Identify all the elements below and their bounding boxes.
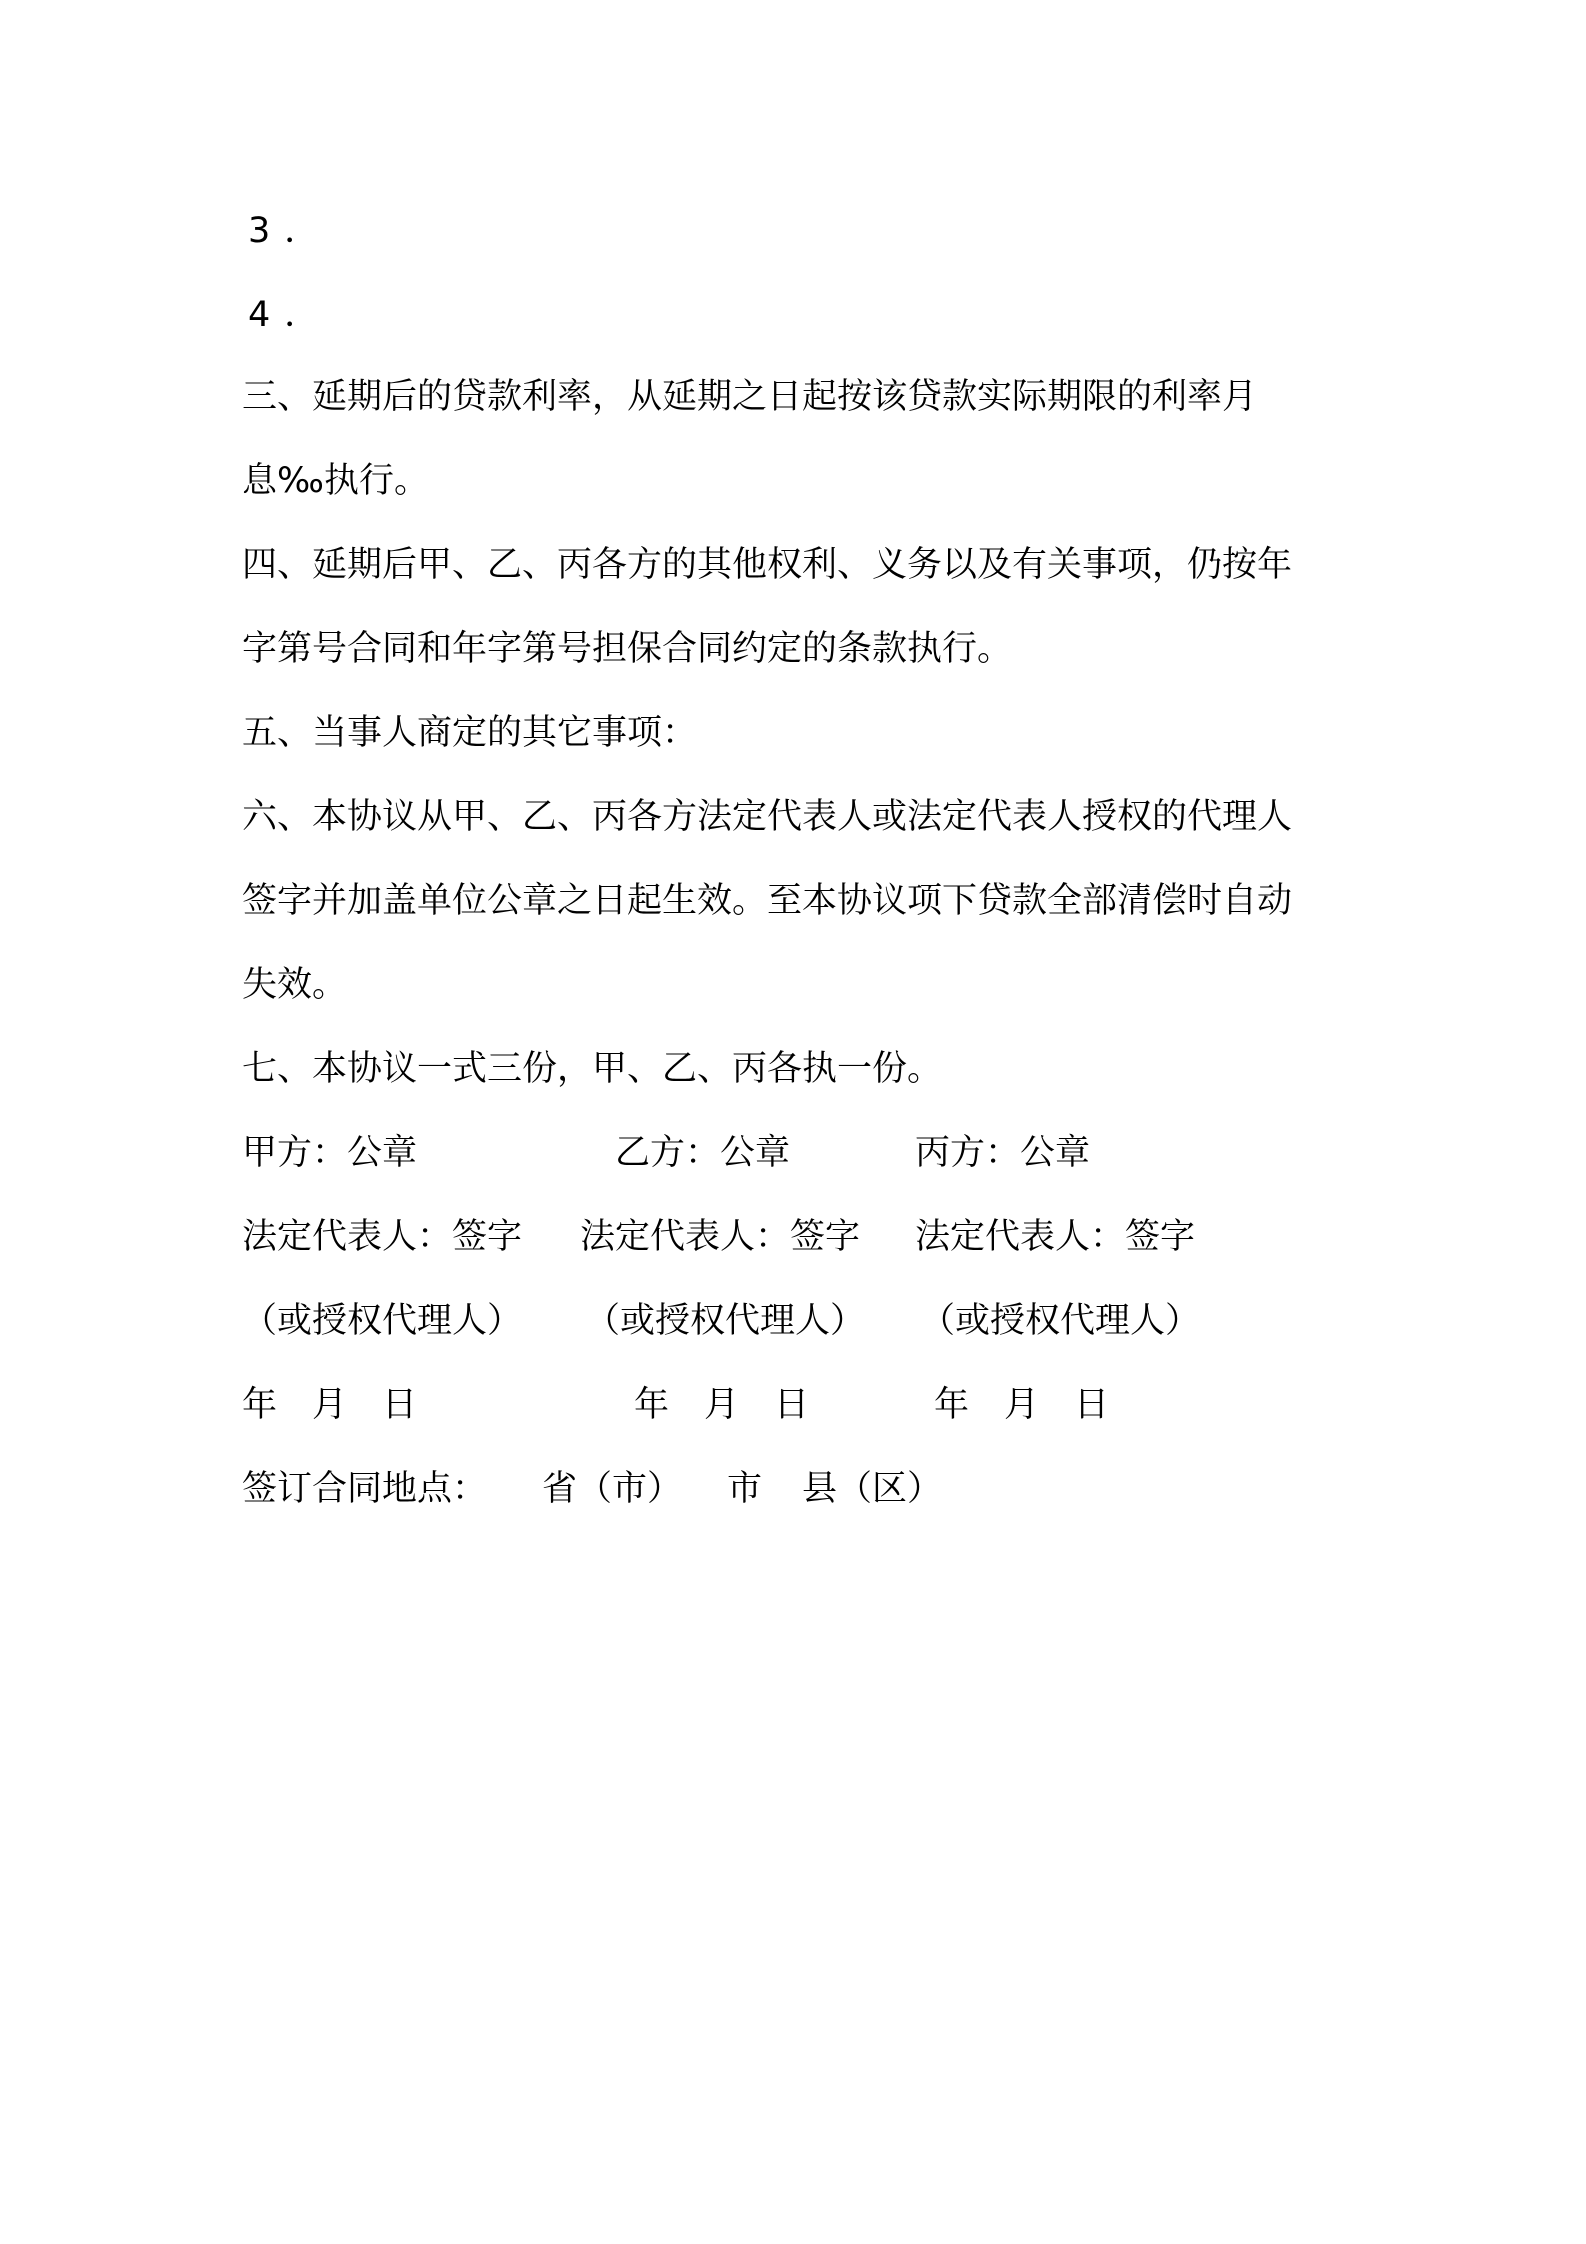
clause-7: 七、本协议一式三份，甲、乙、丙各执一份。: [242, 1049, 943, 1089]
clause-3-line-2: 息‰执行。: [242, 461, 429, 501]
clause-3-line-1: 三、延期后的贷款利率，从延期之日起按该贷款实际期限的利率月: [242, 377, 1258, 417]
clause-4-line-2: 字第号合同和年字第号担保合同约定的条款执行。: [242, 629, 1013, 669]
party-a-seal: 甲方：公章: [242, 1133, 418, 1173]
party-b-date: 年 月 日: [634, 1385, 810, 1425]
party-b-representative: 法定代表人：签字: [580, 1217, 861, 1257]
location-county: 县（区）: [802, 1469, 943, 1509]
location-province: 省（市）: [542, 1469, 683, 1509]
list-item-3: 3．: [248, 211, 334, 251]
party-c-date: 年 月 日: [934, 1385, 1110, 1425]
location-label: 签订合同地点：: [242, 1469, 488, 1509]
party-c-seal: 丙方：公章: [915, 1133, 1091, 1173]
list-item-4: 4．: [248, 295, 334, 335]
clause-4-line-1: 四、延期后甲、乙、丙各方的其他权利、义务以及有关事项，仍按年: [242, 545, 1293, 585]
party-a-date: 年 月 日: [242, 1385, 418, 1425]
party-a-representative: 法定代表人：签字: [242, 1217, 523, 1257]
clause-6-line-1: 六、本协议从甲、乙、丙各方法定代表人或法定代表人授权的代理人: [242, 797, 1293, 837]
location-city: 市: [727, 1469, 763, 1509]
party-b-seal: 乙方：公章: [615, 1133, 791, 1173]
party-a-agent: （或授权代理人）: [242, 1301, 523, 1341]
clause-6-line-3: 失效。: [242, 965, 348, 1005]
clause-5: 五、当事人商定的其它事项：: [242, 713, 698, 753]
clause-6-line-2: 签字并加盖单位公章之日起生效。至本协议项下贷款全部清偿时自动: [242, 881, 1293, 921]
party-c-agent: （或授权代理人）: [920, 1301, 1201, 1341]
party-c-representative: 法定代表人：签字: [915, 1217, 1196, 1257]
party-b-agent: （或授权代理人）: [585, 1301, 866, 1341]
